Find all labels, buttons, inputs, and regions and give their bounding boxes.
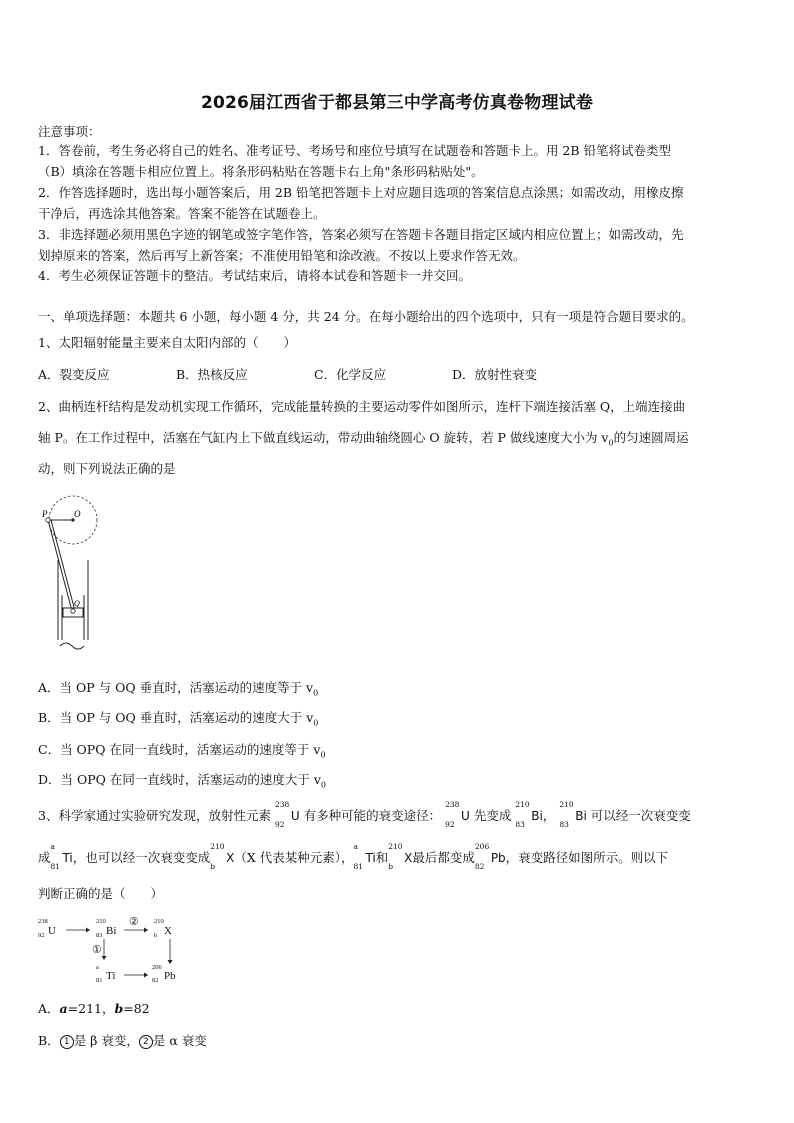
label-o: O (74, 509, 81, 519)
svg-text:82: 82 (152, 977, 159, 984)
crank-diagram (36, 490, 106, 660)
notice-line: 1．答卷前，考生务必将自己的姓名、准考证号、考场号和座位号填写在试题卷和答题卡上。用 2B 铅笔将试卷类型 (38, 143, 672, 158)
svg-text:X: X (164, 925, 172, 937)
question-2-stem-line: 轴 P。在工作过程中，活塞在气缸内上下做直线运动，带动曲轴绕圆心 O 旋转，若 P 做线速度大小为 $v_0$的匀速圆周运 (38, 430, 689, 448)
label-q: Q (74, 599, 80, 608)
question-2-stem-line: 2、曲柄连杆结构是发动机实现工作循环，完成能量转换的主要运动零件如图所示，连杆下端连接活塞 Q，上端连接曲 (38, 399, 686, 414)
notice-line: （B）填涂在答题卡相应位置上。将条形码粘贴在答题卡右上角"条形码粘贴处"。 (38, 164, 484, 179)
svg-text:Ti: Ti (106, 970, 116, 982)
q3-option-a: A．a=211，b=82 (38, 1001, 150, 1016)
nuclide-bi210: 210 83 (559, 800, 574, 829)
circled-2-icon: 2 (139, 1035, 153, 1049)
svg-text:a: a (96, 964, 99, 971)
question-2-stem-line: 动，则下列说法正确的是 (38, 461, 176, 476)
question-3-stem-line: 3、科学家通过实验研究发现，放射性元素 238 92 U 有多种可能的衰变途径： 238 92 U 先变成 210 83 Bi， 210 83 Bi 可以经一次衰变变 (38, 800, 691, 829)
svg-text:U: U (48, 925, 56, 937)
step-1-label: ① (92, 944, 102, 956)
notice-line: 4．考生必须保证答题卡的整洁。考试结束后，请将本试卷和答题卡一并交回。 (38, 268, 471, 283)
svg-text:92: 92 (38, 932, 45, 939)
q1-option-d: D．放射性衰变 (452, 367, 538, 382)
circled-1-icon: 1 (60, 1035, 74, 1049)
label-p: P (42, 509, 48, 519)
nuclide-u238: 238 92 (445, 800, 460, 829)
notice-line: 3．非选择题必须用黑色字迹的钢笔或签字笔作答，答案必须写在答题卡各题目指定区域内相应位置上；如需改动，先 (38, 227, 684, 242)
nuclide-ti: a 81 (50, 842, 61, 871)
q1-option-c: C．化学反应 (314, 367, 387, 382)
q2-option-b: B．当 OP 与 OQ 垂直时，活塞运动的速度大于 $v_0$ (38, 710, 319, 728)
nuclide-pb206: 206 82 (474, 842, 490, 871)
q1-option-a: A．裂变反应 (38, 367, 110, 382)
svg-text:Pb: Pb (164, 970, 176, 982)
q1-option-b: B．热核反应 (176, 367, 248, 382)
nuclide-x: 210 b (388, 842, 403, 871)
svg-text:238: 238 (38, 918, 48, 925)
notice-heading: 注意事项： (38, 124, 101, 139)
svg-text:b: b (154, 932, 158, 939)
nuclide-bi210: 210 83 (515, 800, 530, 829)
svg-text:83: 83 (96, 932, 103, 939)
q2-option-d: D．当 OPQ 在同一直线时，活塞运动的速度大于 $v_0$ (38, 772, 327, 790)
page-title: 2026届江西省于都县第三中学高考仿真卷物理试卷 (200, 93, 594, 113)
nuclide-x: 210 b (210, 842, 225, 871)
question-1-stem: 1、太阳辐射能量主要来自太阳内部的（ ） (38, 335, 296, 350)
notice-line: 干净后，再选涂其他答案。答案不能答在试题卷上。 (38, 206, 326, 221)
question-3-stem-line: 成 a 81 Ti，也可以经一次衰变变成 210 b X（X 代表某种元素）， a 81 Ti和 210 b X最后都变成 206 82 Pb，衰变路径如图所示。则以下 (38, 842, 669, 871)
notice-line: 划掉原来的答案，然后再写上新答案；不准使用铅笔和涂改液。不按以上要求作答无效。 (38, 248, 526, 263)
decay-path-diagram (36, 914, 196, 986)
question-3-stem-line: 判断正确的是（ ） (38, 886, 164, 901)
nuclide-ti: a 81 (353, 842, 364, 871)
q3-option-b: B． 1 是 β 衰变， 2 是 α 衰变 (38, 1033, 207, 1048)
svg-text:Bi: Bi (106, 925, 117, 937)
svg-text:210: 210 (154, 918, 164, 925)
svg-text:206: 206 (152, 964, 162, 971)
q2-option-a: A．当 OP 与 OQ 垂直时，活塞运动的速度等于 $v_0$ (38, 680, 319, 698)
notice-line: 2．作答选择题时，选出每小题答案后，用 2B 铅笔把答题卡上对应题目选项的答案信息点涂黑；如需改动，用橡皮擦 (38, 185, 684, 200)
section-heading: 一、单项选择题：本题共 6 小题，每小题 4 分，共 24 分。在每小题给出的四个选项中，只有一项是符合题目要求的。 (38, 309, 694, 324)
svg-text:210: 210 (96, 918, 106, 925)
step-2-label: ② (129, 916, 139, 928)
svg-text:81: 81 (96, 977, 103, 984)
nuclide-u238: 238 92 (274, 800, 290, 829)
q2-option-c: C．当 OPQ 在同一直线时，活塞运动的速度等于 $v_0$ (38, 742, 326, 760)
